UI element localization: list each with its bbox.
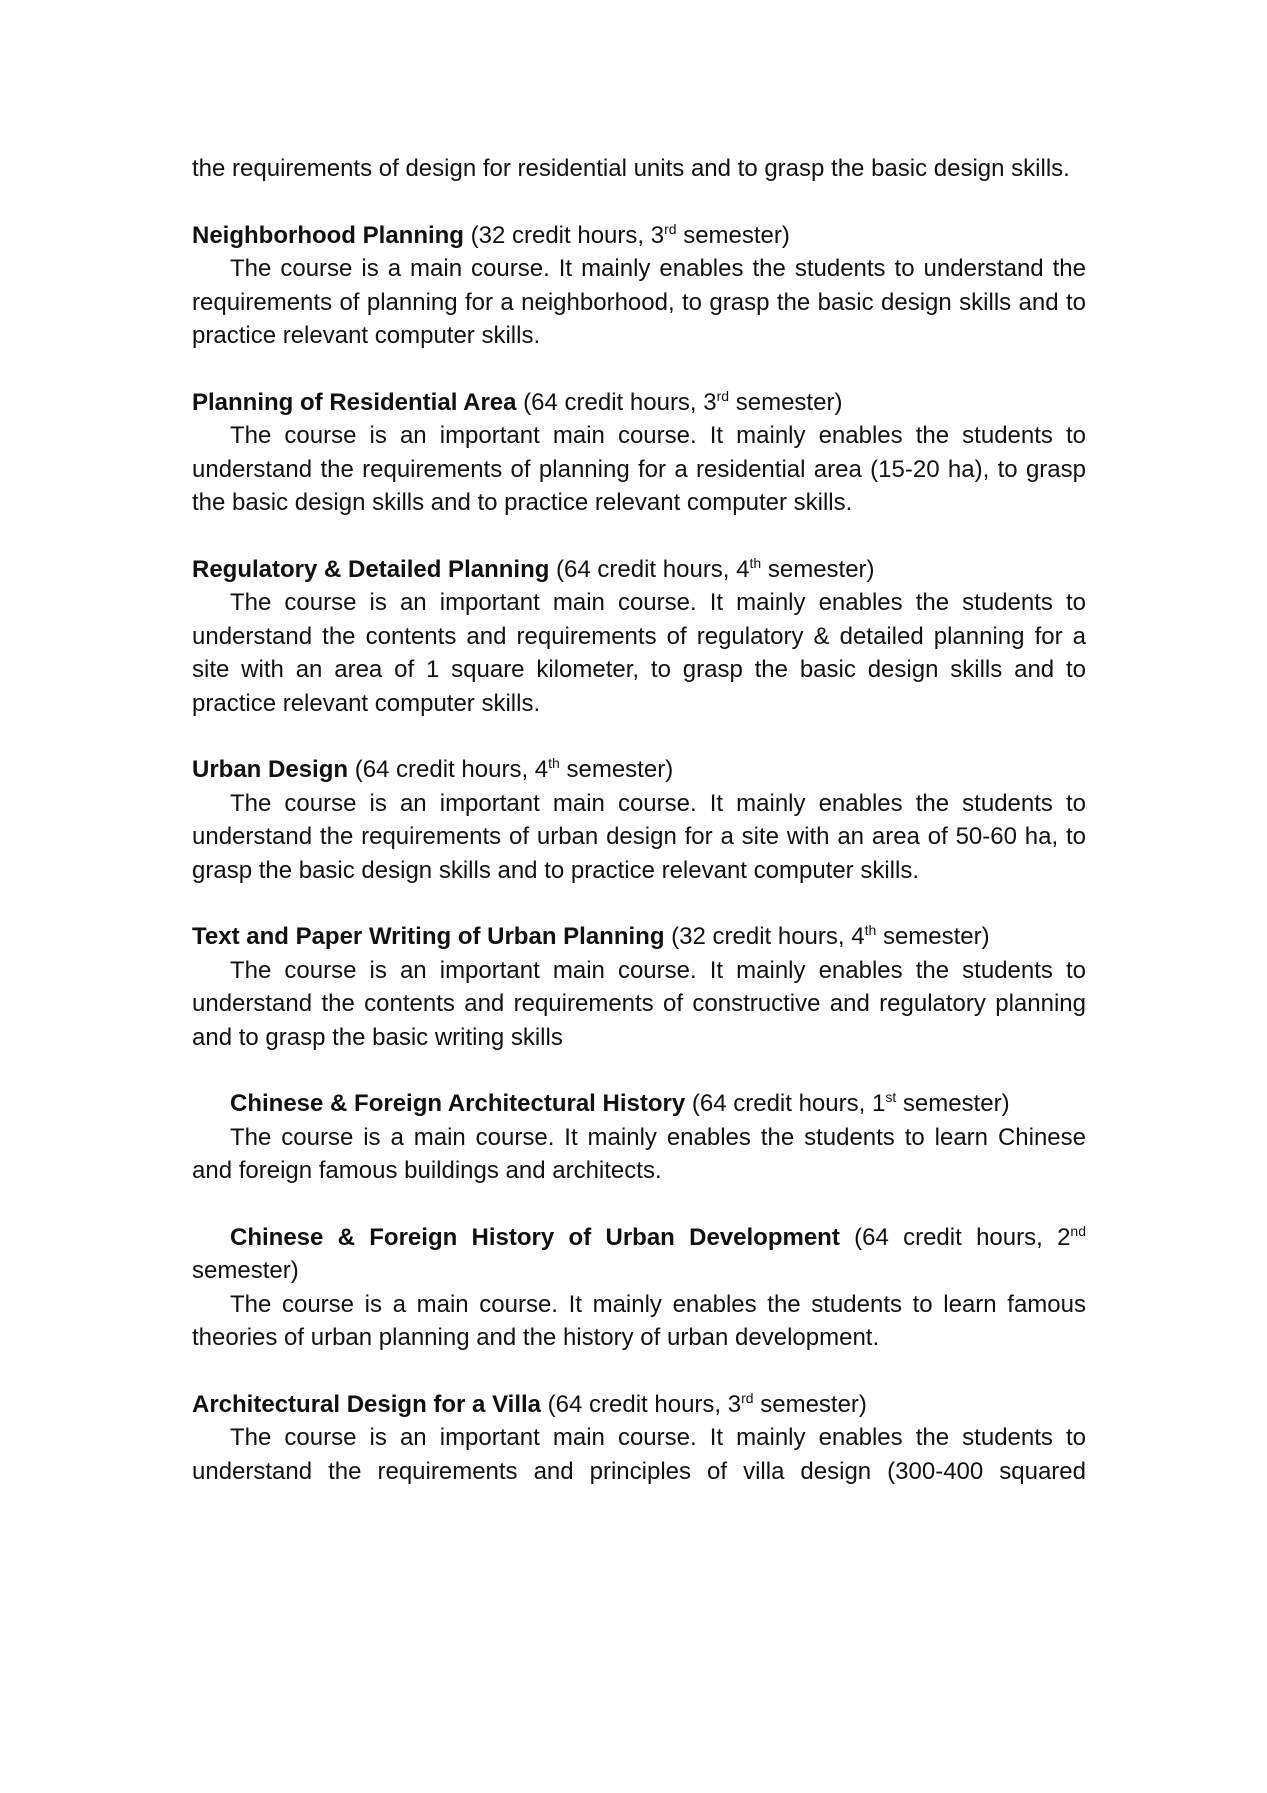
course-semester: semester) — [676, 221, 790, 249]
ordinal-suffix: th — [749, 554, 762, 571]
course-title: Urban Design — [192, 756, 349, 783]
course-description: The course is an important main course. It mainly enables the students to understand the requirements of planning for a residential area (15-20 ha), to grasp the basic design skills and to practice relevant computer skills. — [192, 422, 1086, 516]
course-description: The course is an important main course. It mainly enables the students to understand the requirements and principles of villa design (300-400 squared — [192, 1424, 1086, 1485]
ordinal-suffix: nd — [1070, 1222, 1086, 1239]
course-heading — [192, 920, 1086, 954]
course-description: The course is an important main course. It mainly enables the students to understand the contents and requirements of constructive and regulatory planning and to grasp the basic writing skills — [192, 956, 1086, 1051]
course-description: The course is an important main course. It mainly enables the students to understand the requirements of urban design for a site with an area of 50-60 ha, to grasp the basic design skills and to practice relevant computer skills. — [192, 789, 1086, 884]
course-credits: (32 credit hours, 3 — [463, 221, 665, 249]
course-entry — [192, 219, 1086, 353]
course-entry — [192, 1221, 1086, 1355]
course-title: Architectural Design for a Villa — [192, 1390, 541, 1418]
course-description: The course is a main course. It mainly enables the students to learn Chinese and foreign famous buildings and architects. — [192, 1123, 1086, 1184]
course-title: Chinese & Foreign History of Urban Development — [230, 1223, 840, 1251]
course-semester: semester) — [559, 756, 674, 783]
course-heading — [192, 753, 1086, 787]
ordinal-suffix: rd — [664, 220, 677, 237]
course-semester: semester) — [896, 1090, 1010, 1117]
course-entry — [192, 920, 1086, 1054]
course-credits: (64 credit hours, 4 — [549, 555, 750, 583]
course-semester: semester) — [753, 1390, 867, 1418]
course-credits: (64 credit hours, 1 — [685, 1090, 886, 1117]
course-credits: (64 credit hours, 2 — [839, 1223, 1071, 1251]
ordinal-suffix: th — [864, 922, 877, 938]
course-heading — [192, 219, 1086, 253]
course-semester: semester) — [876, 923, 990, 950]
course-entry — [192, 1388, 1086, 1489]
ordinal-suffix: rd — [716, 387, 730, 404]
course-credits: (64 credit hours, 4 — [348, 756, 549, 783]
course-entry — [192, 553, 1086, 721]
document-page — [192, 152, 1086, 1488]
course-heading — [192, 1388, 1086, 1422]
course-semester: semester) — [729, 388, 843, 416]
course-description: The course is a main course. It mainly enables the students to understand the requirements of planning for a neighborhood, to grasp the basic design skills and to practice relevant computer skills. — [192, 255, 1086, 349]
course-description: The course is a main course. It mainly enables the students to learn famous theories of urban planning and the history of urban development. — [192, 1290, 1086, 1351]
course-title: Neighborhood Planning — [192, 221, 464, 249]
course-description: The course is an important main course. It mainly enables the students to understand the contents and requirements of regulatory & detailed planning for a site with an area of 1 square kilometer, to grasp the basic design skills and to practice relevant computer skills. — [192, 589, 1086, 717]
course-heading — [192, 1221, 1086, 1288]
intro-paragraph: the requirements of design for residential units and to grasp the basic design skills. — [192, 155, 1070, 182]
course-title: Chinese & Foreign Architectural History — [230, 1090, 686, 1117]
course-semester: semester) — [761, 555, 875, 583]
course-heading — [192, 386, 1086, 420]
course-title: Planning of Residential Area — [192, 388, 517, 416]
course-entry — [192, 753, 1086, 887]
course-entry — [192, 386, 1086, 520]
ordinal-suffix: rd — [741, 1389, 754, 1406]
course-credits: (64 credit hours, 3 — [516, 388, 717, 416]
course-title: Text and Paper Writing of Urban Planning — [192, 923, 665, 950]
course-semester: semester) — [192, 1257, 299, 1284]
course-entry — [192, 1087, 1086, 1188]
course-heading — [192, 553, 1086, 587]
course-heading — [192, 1087, 1086, 1121]
course-credits: (32 credit hours, 4 — [664, 923, 865, 950]
course-credits: (64 credit hours, 3 — [541, 1390, 742, 1418]
ordinal-suffix: th — [548, 755, 560, 771]
ordinal-suffix: st — [885, 1089, 897, 1105]
course-title: Regulatory & Detailed Planning — [192, 555, 550, 583]
